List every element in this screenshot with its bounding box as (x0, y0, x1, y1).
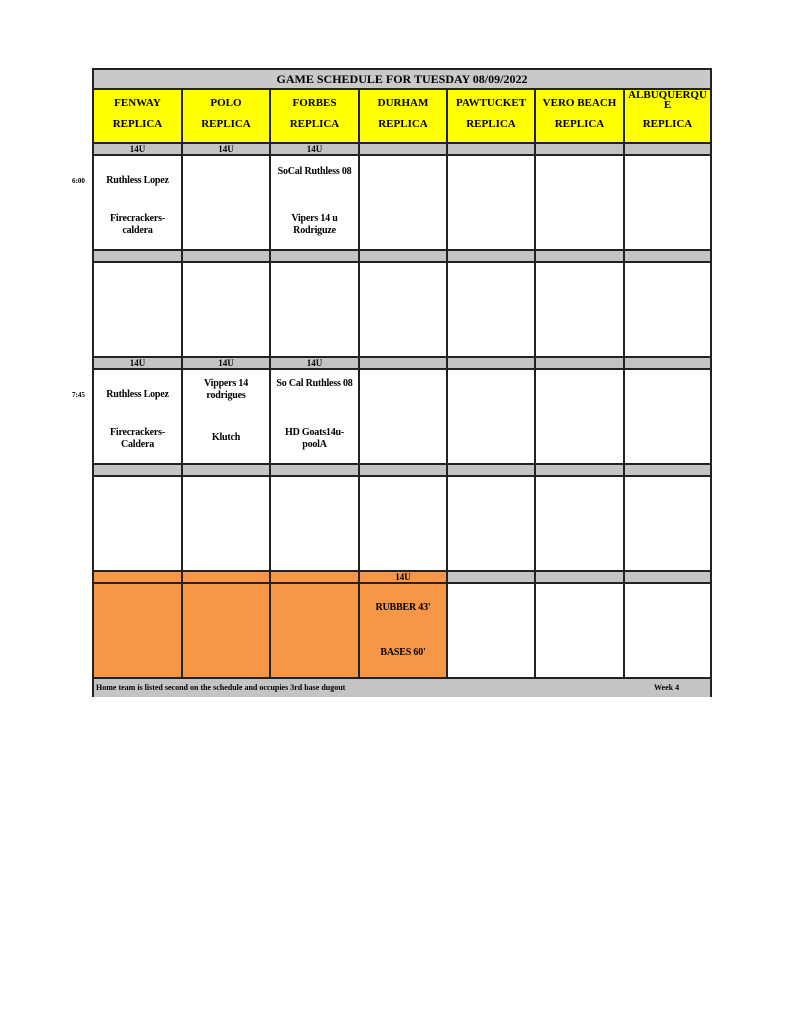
game-cell (183, 584, 271, 679)
game-cell (183, 156, 271, 251)
game-cell (625, 156, 710, 251)
division-empty (536, 251, 625, 263)
field-name: POLO (210, 97, 242, 109)
division-empty (625, 358, 710, 370)
game-cell (360, 263, 448, 358)
division-empty (271, 251, 360, 263)
away-team: SoCal Ruthless 08 (277, 166, 352, 177)
division-empty (360, 465, 448, 477)
week-label: Week 4 (654, 683, 680, 692)
field-name: FENWAY (114, 97, 161, 109)
division-label: 14U (183, 358, 271, 370)
division-empty (625, 251, 710, 263)
game-cell (448, 370, 536, 465)
field-sub: REPLICA (642, 118, 693, 130)
game-cell (448, 584, 536, 679)
division-empty (536, 465, 625, 477)
division-empty (448, 358, 536, 370)
division-empty (94, 465, 183, 477)
division-empty (360, 144, 448, 156)
division-empty (183, 572, 271, 584)
field-sub: REPLICA (466, 118, 516, 130)
schedule-footer (94, 679, 710, 697)
slot1-division-bar (94, 144, 710, 156)
division-label: 14U (94, 144, 183, 156)
away-team: Ruthless Lopez (106, 389, 169, 400)
slot2-division-bar (94, 251, 710, 263)
game-cell (183, 263, 271, 358)
field-sub: REPLICA (378, 118, 428, 130)
field-header-durham (360, 90, 448, 144)
game-cell (536, 156, 625, 251)
division-empty (94, 251, 183, 263)
division-empty (448, 465, 536, 477)
slot3-game-row (94, 370, 710, 465)
game-cell (360, 477, 448, 572)
game-cell (448, 263, 536, 358)
slot4-game-row (94, 477, 710, 572)
field-sub: REPLICA (289, 118, 340, 130)
division-empty (536, 572, 625, 584)
field-header-albuquerque (625, 90, 710, 144)
game-cell (448, 156, 536, 251)
home-team: Klutch (211, 432, 241, 443)
division-empty (625, 465, 710, 477)
game-cell (536, 370, 625, 465)
division-label: 14U (360, 572, 448, 584)
game-cell (536, 477, 625, 572)
home-team: HD Goats14u-poolA (285, 427, 344, 450)
away-team: Vippers 14 rodrigues (203, 378, 249, 401)
division-label: 14U (183, 144, 271, 156)
division-empty (448, 144, 536, 156)
away-team: So Cal Ruthless 08 (276, 378, 353, 389)
field-header-pawtucket (448, 90, 536, 144)
game-cell (536, 584, 625, 679)
game-cell (271, 584, 360, 679)
away-team: Ruthless Lopez (106, 175, 169, 186)
game-cell (625, 584, 710, 679)
field-name: VERO BEACH (542, 97, 617, 109)
division-empty (448, 251, 536, 263)
rubber-distance: RUBBER 43' (375, 602, 431, 613)
game-cell (94, 370, 183, 465)
division-empty (360, 358, 448, 370)
game-cell (94, 584, 183, 679)
game-cell (183, 370, 271, 465)
field-name: DURHAM (377, 97, 429, 109)
home-team: Firecrackers-Caldera (110, 427, 165, 450)
slot3-time: 7:45 (72, 391, 85, 399)
slot2-game-row (94, 263, 710, 358)
home-team: Vipers 14 u Rodriguze (291, 213, 338, 236)
division-empty (94, 572, 183, 584)
game-cell (625, 263, 710, 358)
slot5-game-row (94, 584, 710, 679)
game-cell (271, 156, 360, 251)
division-empty (183, 465, 271, 477)
slot3-division-bar (94, 358, 710, 370)
game-cell (183, 477, 271, 572)
schedule-title: GAME SCHEDULE FOR TUESDAY 08/09/2022 (94, 70, 710, 90)
division-empty (448, 572, 536, 584)
field-sub: REPLICA (112, 118, 163, 130)
game-cell (94, 477, 183, 572)
game-cell (94, 156, 183, 251)
field-name: ALBUQUERQU E (628, 89, 707, 111)
slot1-time: 6:00 (72, 177, 85, 185)
slot5-division-bar (94, 572, 710, 584)
division-empty (625, 144, 710, 156)
division-empty (625, 572, 710, 584)
schedule-sheet (92, 68, 712, 697)
game-cell (448, 477, 536, 572)
field-header-vero-beach (536, 90, 625, 144)
game-cell (625, 370, 710, 465)
field-header-forbes (271, 90, 360, 144)
game-cell (536, 263, 625, 358)
division-empty (271, 465, 360, 477)
game-cell (360, 370, 448, 465)
field-header-row (94, 90, 710, 144)
game-cell (271, 477, 360, 572)
durham-rules-cell (360, 584, 448, 679)
division-empty (271, 572, 360, 584)
field-sub: REPLICA (554, 118, 605, 130)
division-empty (536, 358, 625, 370)
slot4-division-bar (94, 465, 710, 477)
field-name: PAWTUCKET (455, 97, 527, 109)
field-header-polo (183, 90, 271, 144)
game-cell (271, 263, 360, 358)
game-cell (271, 370, 360, 465)
field-sub: REPLICA (201, 118, 251, 130)
division-label: 14U (271, 144, 360, 156)
division-empty (360, 251, 448, 263)
division-empty (536, 144, 625, 156)
home-team: Firecrackers-caldera (110, 213, 165, 236)
game-cell (94, 263, 183, 358)
game-cell (360, 156, 448, 251)
division-label: 14U (271, 358, 360, 370)
home-team-note: Home team is listed second on the schedule and occupies 3rd base dugout (96, 683, 346, 692)
field-header-fenway (94, 90, 183, 144)
division-label: 14U (94, 358, 183, 370)
slot1-game-row (94, 156, 710, 251)
division-empty (183, 251, 271, 263)
field-name: FORBES (292, 97, 337, 109)
bases-distance: BASES 60' (380, 647, 426, 658)
game-cell (625, 477, 710, 572)
